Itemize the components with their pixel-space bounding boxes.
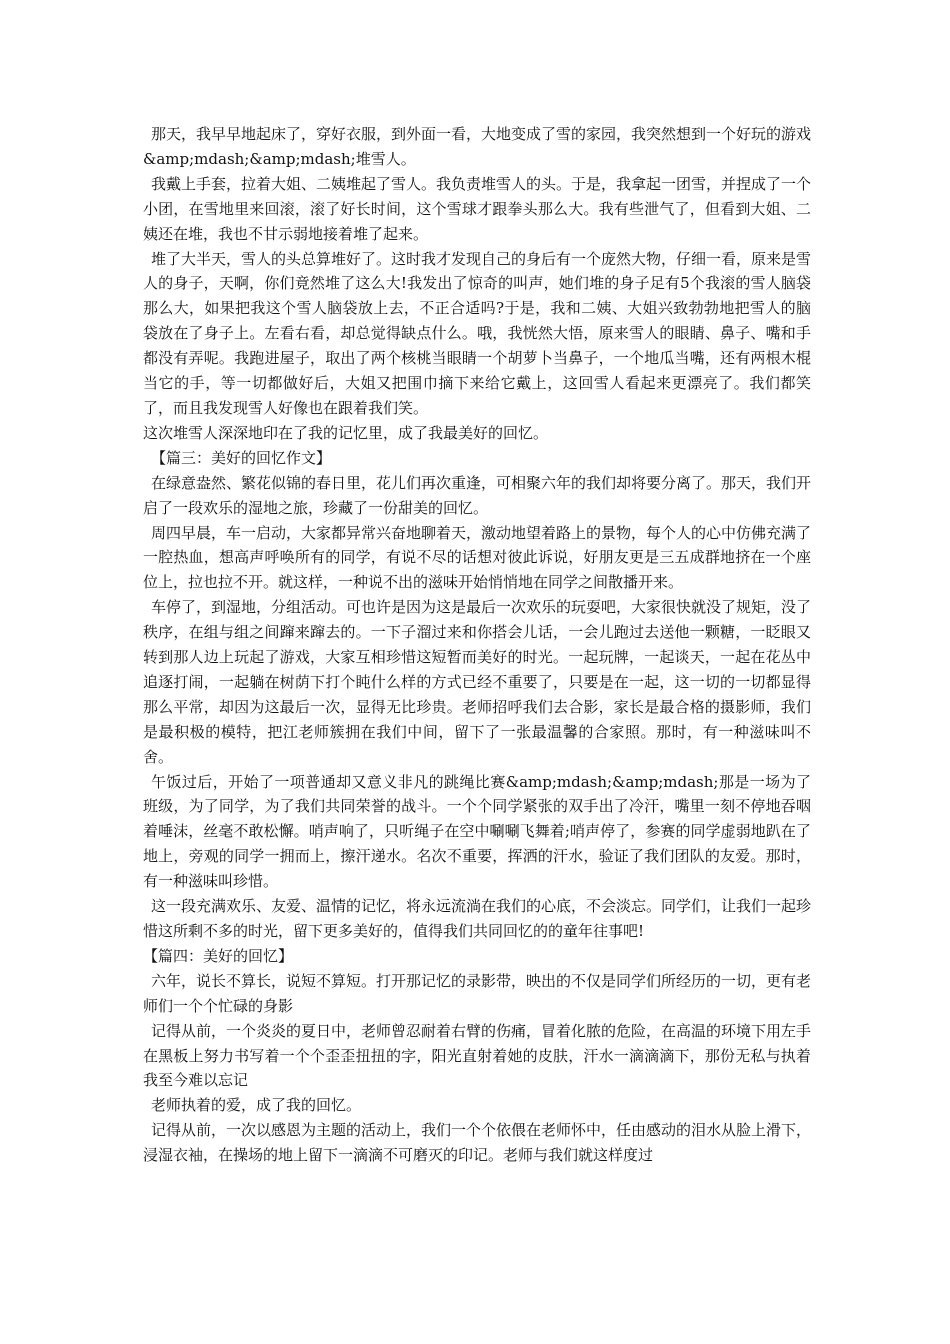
paragraph: 记得从前，一个炎炎的夏日中，老师曾忍耐着右臂的伤痛，冒着化脓的危险，在高温的环境下用左手在黑板上努力书写着一个个歪歪扭扭的字，阳光直射着她的皮肤，汗水一滴滴滴下，那份无私与执着我至今难以忘记 [143,1021,812,1090]
paragraph: 午饭过后，开始了一项普通却又意义非凡的跳绳比赛&amp;mdash;&amp;mdash;那是一场为了班级，为了同学，为了我们共同荣誉的战斗。一个个同学紧张的双手出了冷汗，嘴里一刻不停地吞咽着唾沫，丝毫不敢松懈。哨声响了，只听绳子在空中唰唰飞舞着;哨声停了，参赛的同学虚弱地趴在了地上，旁观的同学一拥而上，擦汗递水。名次不重要，挥洒的汗水，验证了我们团队的友爱。那时，有一种滋味叫珍惜。 [143,772,811,891]
paragraph: 那天，我早早地起床了，穿好衣服，到外面一看，大地变成了雪的家园，我突然想到一个好玩的游戏&amp;mdash;&amp;mdash;堆雪人。 [143,125,812,168]
paragraph: 记得从前，一次以感恩为主题的活动上，我们一个个依偎在老师怀中，任由感动的泪水从脸上滑下，浸湿衣袖，在操场的地上留下一滴滴不可磨灭的印记。老师与我们就这样度过 [143,1121,812,1165]
paragraph: 六年，说长不算长，说短不算短。打开那记忆的录影带，映出的不仅是同学们所经历的一切，更有老师们一个个忙碌的身影 [143,971,812,1015]
paragraph: 这一段充满欢乐、友爱、温情的记忆，将永远流淌在我们的心底，不会淡忘。同学们，让我们一起珍惜这所剩不多的时光，留下更多美好的，值得我们共同回忆的的童年往事吧! [143,897,812,940]
paragraph: 车停了，到湿地，分组活动。可也许是因为这是最后一次欢乐的玩耍吧，大家很快就没了规矩，没了秩序，在组与组之间蹿来蹿去的。一下子溜过来和你搭会儿话，一会儿跑过去送他一颗糖，一眨眼又转到那人边上玩起了游戏，大家互相珍惜这短暂而美好的时光。一起玩牌，一起谈天，一起在花丛中追逐打闹，一起躺在树荫下打个盹什么样的方式已经不重要了，只要是在一起，这一切的一切都显得那么平常，却因为这最后一次，显得无比珍贵。老师招呼我们去合影，家长是最合格的摄影师，我们是最积极的模特，把江老师簇拥在我们中间，留下了一张最温馨的合家照。那时，有一种滋味叫不舍。 [143,598,812,766]
paragraph: 堆了大半天，雪人的头总算堆好了。这时我才发现自己的身后有一个庞然大物，仔细一看，原来是雪人的身子，天啊，你们竟然堆了这么大!我发出了惊奇的叫声，她们堆的身子足有5个我滚的雪人脑袋那么大，如果把我这个雪人脑袋放上去，不正合适吗?于是，我和二姨、大姐兴致勃勃地把雪人的脑袋放在了身子上。左看右看，却总觉得缺点什么。哦，我恍然大悟，原来雪人的眼睛、鼻子、嘴和手都没有弄呢。我跑进屋子，取出了两个核桃当眼睛一个胡萝卜当鼻子，一个地瓜当嘴，还有两根木棍当它的手，等一切都做好后，大姐又把围巾摘下来给它戴上，这回雪人看起来更漂亮了。我们都笑了，而且我发现雪人好像也在跟着我们笑。 [143,249,812,417]
paragraph: 这次堆雪人深深地印在了我的记忆里，成了我最美好的回忆。 [143,423,549,442]
section-heading-3: 【篇三：美好的回忆作文】 [151,448,332,467]
document-page [143,122,811,1168]
paragraph: 在绿意盎然、繁花似锦的春日里，花儿们再次重逢，可相聚六年的我们却将要分离了。那天，我们开启了一段欢乐的湿地之旅，珍藏了一份甜美的回忆。 [143,473,812,517]
paragraph: 周四早晨，车一启动，大家都异常兴奋地聊着天，激动地望着路上的景物，每个人的心中仿佛充满了一腔热血，想高声呼唤所有的同学，有说不尽的话想对彼此诉说，好朋友更是三五成群地挤在一个座位上，拉也拉不开。就这样，一种说不出的滋味开始悄悄地在同学之间散播开来。 [143,523,812,592]
paragraph: 我戴上手套，拉着大姐、二姨堆起了雪人。我负责堆雪人的头。于是，我拿起一团雪，并捏成了一个小团，在雪地里来回滚，滚了好长时间，这个雪球才跟拳头那么大。我有些泄气了，但看到大姐、二姨还在堆，我也不甘示弱地接着堆了起来。 [143,174,812,243]
section-heading-4: 【篇四：美好的回忆】 [143,946,294,965]
paragraph: 老师执着的爱，成了我的回忆。 [151,1096,362,1115]
